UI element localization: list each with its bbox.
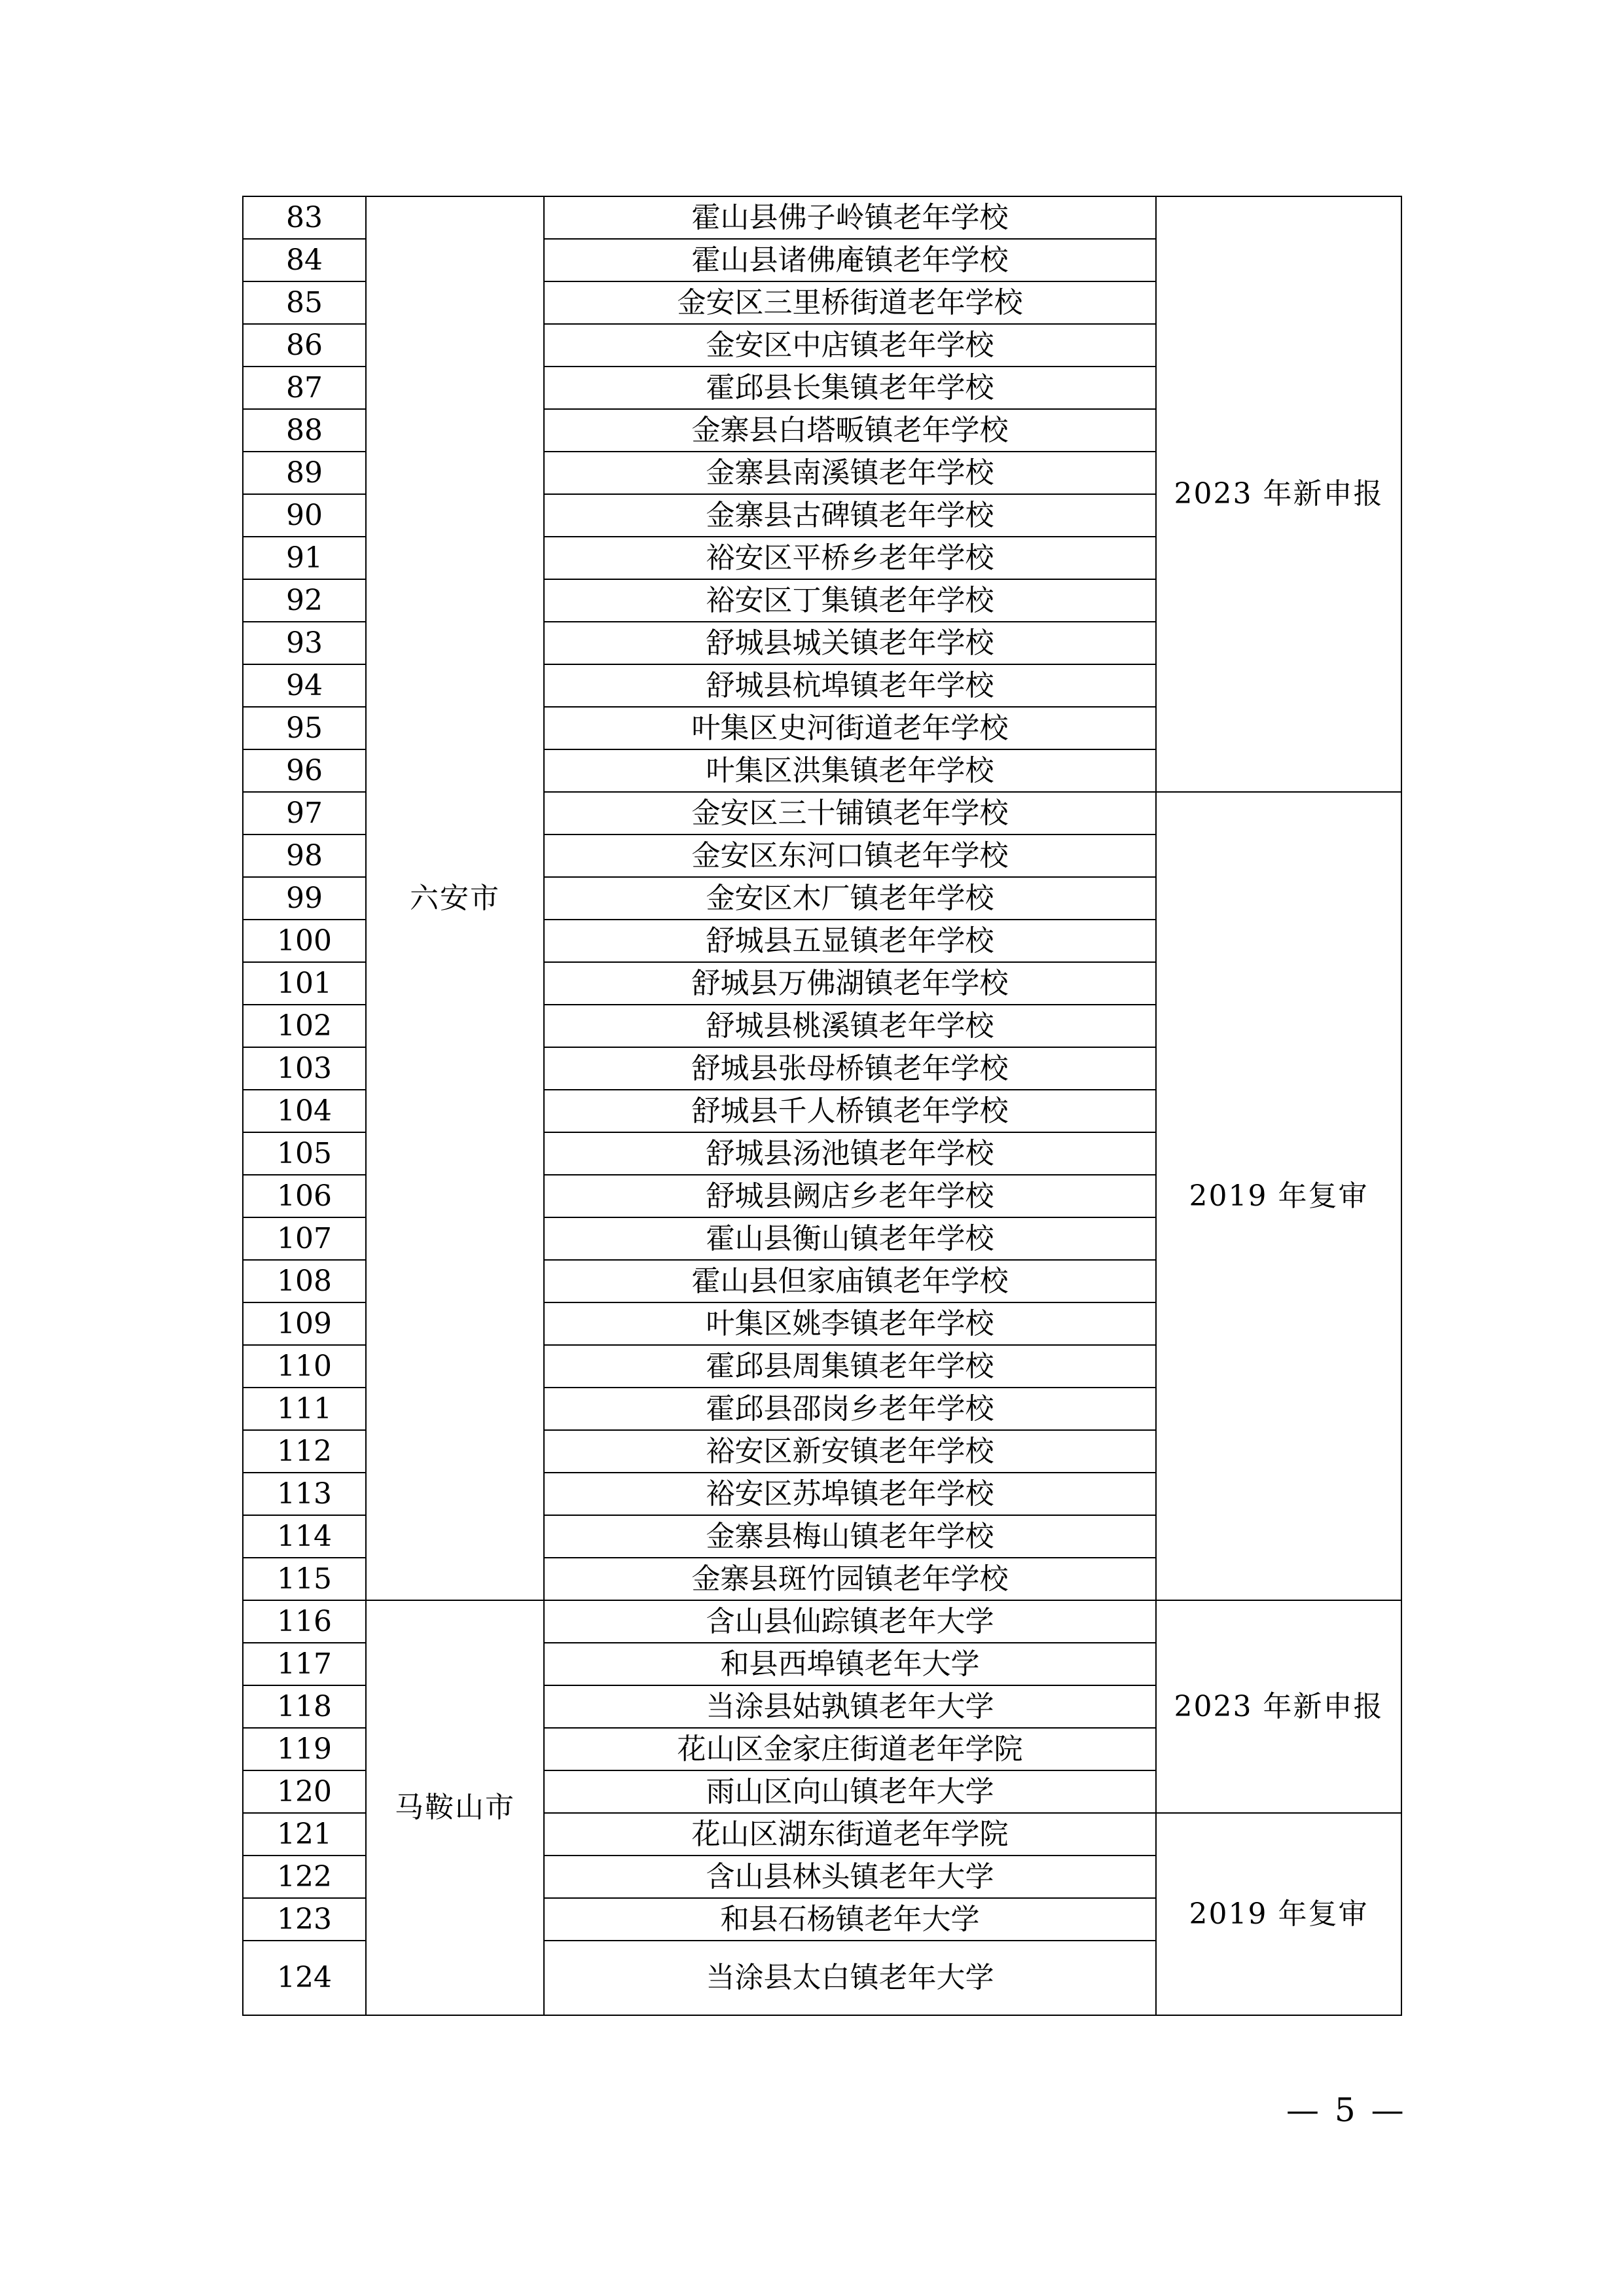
row-number: 103 <box>243 1047 366 1090</box>
school-name: 金寨县古碑镇老年学校 <box>544 494 1156 537</box>
row-number: 119 <box>243 1728 366 1770</box>
row-number: 117 <box>243 1643 366 1685</box>
status-cell: 2019 年复审 <box>1156 792 1401 1600</box>
school-name: 裕安区新安镇老年学校 <box>544 1430 1156 1473</box>
school-name: 金安区三里桥街道老年学校 <box>544 281 1156 324</box>
school-name: 舒城县汤池镇老年学校 <box>544 1132 1156 1175</box>
school-name: 裕安区丁集镇老年学校 <box>544 579 1156 622</box>
row-number: 122 <box>243 1856 366 1898</box>
school-name: 叶集区洪集镇老年学校 <box>544 749 1156 792</box>
row-number: 101 <box>243 962 366 1005</box>
row-number: 120 <box>243 1770 366 1813</box>
row-number: 89 <box>243 452 366 494</box>
row-number: 91 <box>243 537 366 579</box>
school-name: 霍邱县邵岗乡老年学校 <box>544 1388 1156 1430</box>
school-name: 霍山县佛子岭镇老年学校 <box>544 196 1156 239</box>
school-name: 金寨县梅山镇老年学校 <box>544 1515 1156 1558</box>
table-row <box>243 196 1401 239</box>
school-name: 舒城县五显镇老年学校 <box>544 920 1156 962</box>
school-name: 金寨县南溪镇老年学校 <box>544 452 1156 494</box>
school-name: 裕安区平桥乡老年学校 <box>544 537 1156 579</box>
school-name: 霍山县但家庙镇老年学校 <box>544 1260 1156 1302</box>
school-name: 含山县仙踪镇老年大学 <box>544 1600 1156 1643</box>
row-number: 121 <box>243 1813 366 1856</box>
school-name: 叶集区史河街道老年学校 <box>544 707 1156 749</box>
table-body <box>243 196 1401 2015</box>
row-number: 100 <box>243 920 366 962</box>
school-name: 舒城县张母桥镇老年学校 <box>544 1047 1156 1090</box>
row-number: 99 <box>243 877 366 920</box>
school-name: 当涂县姑孰镇老年大学 <box>544 1685 1156 1728</box>
row-number: 123 <box>243 1898 366 1941</box>
row-number: 85 <box>243 281 366 324</box>
school-name: 舒城县城关镇老年学校 <box>544 622 1156 664</box>
row-number: 102 <box>243 1005 366 1047</box>
row-number: 105 <box>243 1132 366 1175</box>
school-name: 舒城县万佛湖镇老年学校 <box>544 962 1156 1005</box>
row-number: 90 <box>243 494 366 537</box>
row-number: 95 <box>243 707 366 749</box>
row-number: 94 <box>243 664 366 707</box>
row-number: 88 <box>243 409 366 452</box>
row-number: 107 <box>243 1217 366 1260</box>
school-name: 当涂县太白镇老年大学 <box>544 1941 1156 2015</box>
school-name: 裕安区苏埠镇老年学校 <box>544 1473 1156 1515</box>
row-number: 92 <box>243 579 366 622</box>
school-name: 含山县林头镇老年大学 <box>544 1856 1156 1898</box>
status-cell: 2023 年新申报 <box>1156 196 1401 792</box>
row-number: 113 <box>243 1473 366 1515</box>
row-number: 109 <box>243 1302 366 1345</box>
school-name: 金安区东河口镇老年学校 <box>544 834 1156 877</box>
row-number: 86 <box>243 324 366 367</box>
status-cell: 2023 年新申报 <box>1156 1600 1401 1813</box>
row-number: 93 <box>243 622 366 664</box>
row-number: 96 <box>243 749 366 792</box>
school-name: 金安区木厂镇老年学校 <box>544 877 1156 920</box>
school-name: 金寨县白塔畈镇老年学校 <box>544 409 1156 452</box>
row-number: 106 <box>243 1175 366 1217</box>
school-name: 霍山县衡山镇老年学校 <box>544 1217 1156 1260</box>
row-number: 98 <box>243 834 366 877</box>
school-name: 金安区三十铺镇老年学校 <box>544 792 1156 834</box>
school-name: 雨山区向山镇老年大学 <box>544 1770 1156 1813</box>
row-number: 87 <box>243 367 366 409</box>
school-name: 和县石杨镇老年大学 <box>544 1898 1156 1941</box>
school-name: 花山区湖东街道老年学院 <box>544 1813 1156 1856</box>
school-name: 霍邱县周集镇老年学校 <box>544 1345 1156 1388</box>
school-name: 花山区金家庄街道老年学院 <box>544 1728 1156 1770</box>
row-number: 124 <box>243 1941 366 2015</box>
row-number: 111 <box>243 1388 366 1430</box>
city-cell: 马鞍山市 <box>366 1600 544 2015</box>
row-number: 97 <box>243 792 366 834</box>
schools-table <box>242 196 1402 2016</box>
row-number: 108 <box>243 1260 366 1302</box>
row-number: 114 <box>243 1515 366 1558</box>
school-name: 叶集区姚李镇老年学校 <box>544 1302 1156 1345</box>
page-number: — 5 — <box>1286 2091 1407 2129</box>
school-name: 舒城县阙店乡老年学校 <box>544 1175 1156 1217</box>
row-number: 110 <box>243 1345 366 1388</box>
table-row <box>243 1600 1401 1643</box>
school-name: 霍邱县长集镇老年学校 <box>544 367 1156 409</box>
school-name: 霍山县诸佛庵镇老年学校 <box>544 239 1156 281</box>
row-number: 83 <box>243 196 366 239</box>
school-name: 金安区中店镇老年学校 <box>544 324 1156 367</box>
row-number: 104 <box>243 1090 366 1132</box>
row-number: 115 <box>243 1558 366 1600</box>
school-name: 舒城县千人桥镇老年学校 <box>544 1090 1156 1132</box>
school-name: 舒城县桃溪镇老年学校 <box>544 1005 1156 1047</box>
row-number: 116 <box>243 1600 366 1643</box>
status-cell: 2019 年复审 <box>1156 1813 1401 2015</box>
row-number: 112 <box>243 1430 366 1473</box>
school-name: 和县西埠镇老年大学 <box>544 1643 1156 1685</box>
row-number: 84 <box>243 239 366 281</box>
school-name: 金寨县斑竹园镇老年学校 <box>544 1558 1156 1600</box>
city-cell: 六安市 <box>366 196 544 1600</box>
row-number: 118 <box>243 1685 366 1728</box>
school-name: 舒城县杭埠镇老年学校 <box>544 664 1156 707</box>
